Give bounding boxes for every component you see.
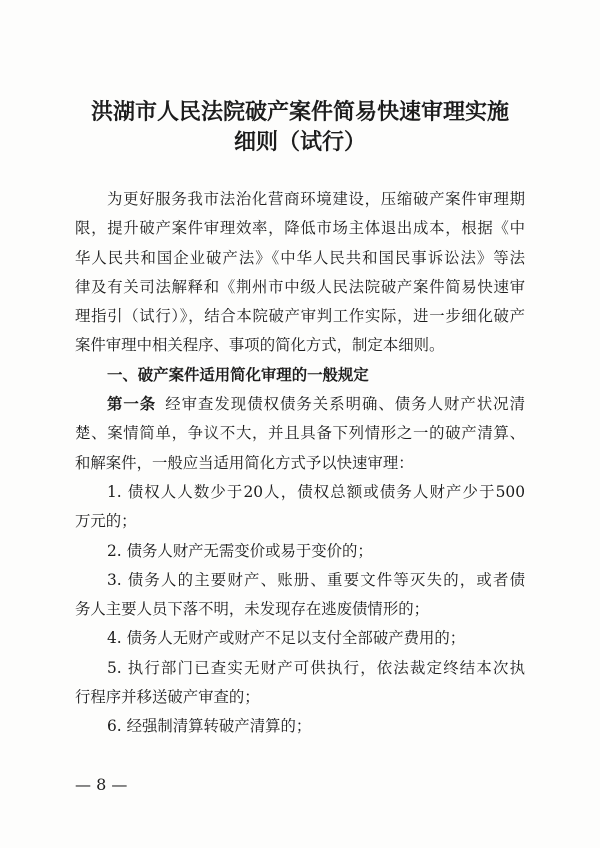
list-item-line: 4. 债务人无财产或财产不足以支付全部破产费用的； <box>107 629 466 648</box>
title-line: 细则（试行） <box>233 129 366 155</box>
list-item-line: 5. 执行部门已查实无财产可供执行，依法裁定终结本次执 <box>107 658 525 677</box>
preamble-line: 案件审理中相关程序、事项的简化方式，制定本细则。 <box>75 336 445 355</box>
preamble-line: 华人民共和国企业破产法》《中华人民共和国民事诉讼法》等法 <box>75 248 525 267</box>
article-text: 经审查发现债权债务关系明确、债务人财产状况清 <box>165 395 525 414</box>
preamble-line: 为更好服务我市法治化营商环境建设，压缩破产案件审理期 <box>107 190 525 208</box>
title-line: 洪湖市人民法院破产案件简易快速审理实施 <box>90 99 509 125</box>
article-label: 第一条 <box>107 395 157 414</box>
article-line <box>75 390 525 419</box>
preamble-line: 限，提升破产案件审理效率，降低市场主体退出成本，根据《中 <box>75 219 525 238</box>
article-line: 和解案件，一般应当适用简化方式予以快速审理： <box>75 453 414 472</box>
list-item-line: 1. 债权人人数少于20人，债权总额或债务人财产少于500 <box>107 482 525 501</box>
section-heading: 一、破产案件适用简化审理的一般规定 <box>107 365 369 384</box>
list-item-line: 行程序并移送破产审查的； <box>75 688 260 707</box>
document-body <box>75 185 525 742</box>
article-line: 楚、案情简单，争议不大，并且具备下列情形之一的破产清算、 <box>75 424 525 443</box>
preamble-line: 理指引（试行）》，结合本院破产审判工作实际，进一步细化破产 <box>75 307 525 326</box>
document-title <box>60 97 540 157</box>
page-number: — 8 — <box>75 775 128 794</box>
list-item-line: 2. 债务人财产无需变价或易于变价的； <box>107 541 373 560</box>
list-item-line: 务人主要人员下落不明，未发现存在逃废债情形的； <box>75 600 429 619</box>
list-item-line: 3. 债务人的主要财产、账册、重要文件等灭失的，或者债 <box>107 570 525 589</box>
list-item-line: 万元的； <box>75 512 137 531</box>
preamble-line: 律及有关司法解释和《荆州市中级人民法院破产案件简易快速审 <box>75 277 525 296</box>
list-item-line: 6. 经强制清算转破产清算的； <box>107 717 312 736</box>
